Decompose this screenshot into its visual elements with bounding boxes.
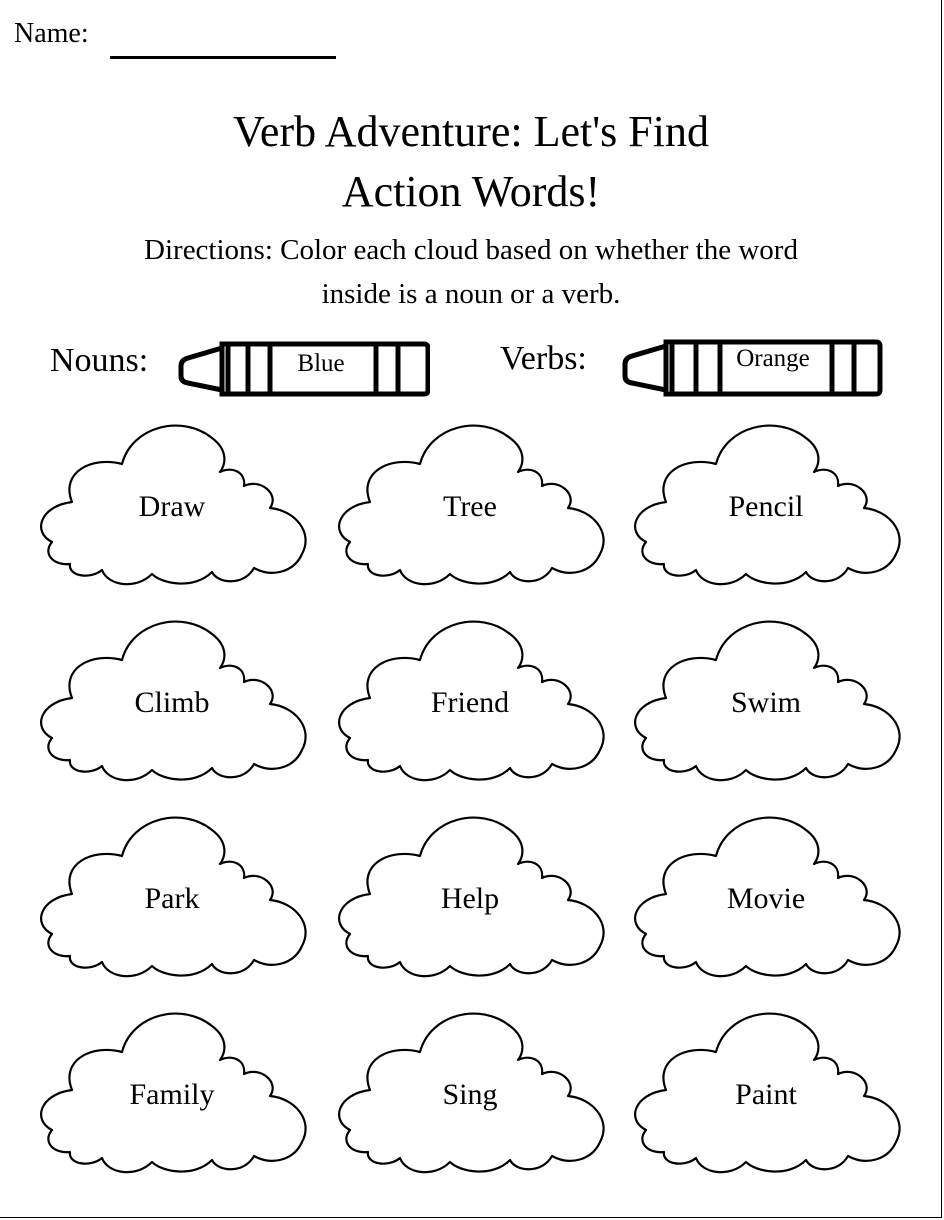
word-cloud[interactable] [32, 806, 312, 986]
word-cloud[interactable] [330, 806, 610, 986]
cloud-word: Draw [138, 490, 206, 523]
word-cloud[interactable] [626, 610, 906, 790]
word-cloud[interactable] [626, 414, 906, 594]
cloud-word: Tree [443, 490, 497, 523]
cloud-word: Help [440, 882, 500, 915]
name-label: Name: [14, 18, 89, 49]
page-title-line-2: Action Words! [341, 167, 601, 216]
directions-line-2: inside is a noun or a verb. [321, 278, 621, 310]
blue-crayon-label: Blue [297, 350, 345, 377]
name-blank-line [110, 56, 336, 59]
cloud-word: Pencil [728, 490, 804, 523]
orange-crayon-label: Orange [736, 345, 810, 372]
word-cloud[interactable] [32, 414, 312, 594]
cloud-word: Climb [134, 686, 210, 719]
blue-crayon-icon [176, 336, 430, 405]
verbs-label: Verbs: [500, 340, 587, 377]
word-cloud[interactable] [330, 610, 610, 790]
cloud-word: Swim [730, 686, 802, 719]
word-cloud[interactable] [32, 1002, 312, 1182]
cloud-word: Sing [442, 1078, 498, 1111]
cloud-word: Family [129, 1078, 215, 1111]
nouns-label: Nouns: [50, 342, 149, 379]
word-cloud[interactable] [626, 1002, 906, 1182]
cloud-word: Park [144, 882, 200, 915]
word-cloud[interactable] [32, 610, 312, 790]
word-cloud[interactable] [626, 806, 906, 986]
cloud-word: Movie [726, 882, 806, 915]
orange-crayon-icon [620, 334, 884, 403]
word-cloud[interactable] [330, 1002, 610, 1182]
directions-line-1: Directions: Color each cloud based on whether the word [144, 234, 798, 266]
word-cloud[interactable] [330, 414, 610, 594]
cloud-word: Friend [430, 686, 510, 719]
cloud-word: Paint [735, 1078, 797, 1111]
page-title-line-1: Verb Adventure: Let's Find [233, 107, 709, 156]
